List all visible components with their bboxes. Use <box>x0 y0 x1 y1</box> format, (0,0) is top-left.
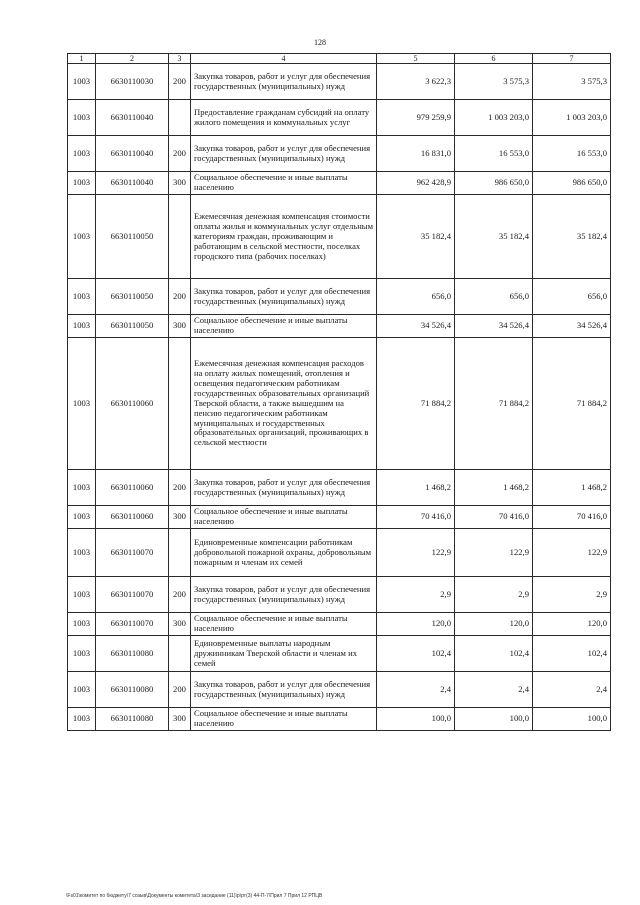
cell-section: 1003 <box>68 315 96 338</box>
cell-target-code: 6630110060 <box>96 338 169 470</box>
cell-description: Закупка товаров, работ и услуг для обеспечения государственных (муниципальных) нужд <box>191 470 377 506</box>
cell-amount-col6: 122,9 <box>455 529 533 577</box>
cell-section: 1003 <box>68 708 96 731</box>
cell-description: Социальное обеспечение и иные выплаты населению <box>191 613 377 636</box>
cell-amount-col7: 122,9 <box>533 529 611 577</box>
column-header-3: 3 <box>169 54 191 64</box>
cell-description: Закупка товаров, работ и услуг для обеспечения государственных (муниципальных) нужд <box>191 136 377 172</box>
cell-section: 1003 <box>68 636 96 672</box>
cell-description: Закупка товаров, работ и услуг для обеспечения государственных (муниципальных) нужд <box>191 672 377 708</box>
cell-amount-col5: 2,9 <box>377 577 455 613</box>
cell-description: Единовременные выплаты народным дружинникам Тверской области и членам их семей <box>191 636 377 672</box>
cell-amount-col5: 35 182,4 <box>377 195 455 279</box>
cell-target-code: 6630110040 <box>96 136 169 172</box>
column-header-4: 4 <box>191 54 377 64</box>
cell-amount-col6: 3 575,3 <box>455 64 533 100</box>
cell-amount-col6: 34 526,4 <box>455 315 533 338</box>
cell-target-code: 6630110030 <box>96 64 169 100</box>
cell-description: Закупка товаров, работ и услуг для обеспечения государственных (муниципальных) нужд <box>191 577 377 613</box>
table-row <box>68 100 611 136</box>
cell-amount-col6: 2,4 <box>455 672 533 708</box>
cell-expense-type: 200 <box>169 672 191 708</box>
table-row <box>68 613 611 636</box>
cell-expense-type: 300 <box>169 613 191 636</box>
cell-section: 1003 <box>68 470 96 506</box>
cell-target-code: 6630110080 <box>96 708 169 731</box>
cell-amount-col7: 71 884,2 <box>533 338 611 470</box>
cell-expense-type <box>169 100 191 136</box>
cell-expense-type: 300 <box>169 315 191 338</box>
cell-target-code: 6630110050 <box>96 195 169 279</box>
cell-amount-col5: 102,4 <box>377 636 455 672</box>
cell-amount-col7: 100,0 <box>533 708 611 731</box>
cell-amount-col5: 656,0 <box>377 279 455 315</box>
table-row <box>68 338 611 470</box>
cell-amount-col6: 100,0 <box>455 708 533 731</box>
cell-amount-col6: 1 468,2 <box>455 470 533 506</box>
cell-amount-col6: 35 182,4 <box>455 195 533 279</box>
cell-section: 1003 <box>68 136 96 172</box>
cell-description: Ежемесячная денежная компенсация расходов на оплату жилых помещений, отопления и освещения педагогическим работникам государственных образовательных организаций Тверской области, а также вышедшим на пенсию педагогическим работникам муниципальных и государственных образовательных организаций, проживающих в сельской местности <box>191 338 377 470</box>
cell-amount-col7: 656,0 <box>533 279 611 315</box>
cell-section: 1003 <box>68 64 96 100</box>
table-row <box>68 708 611 731</box>
table-row <box>68 529 611 577</box>
cell-expense-type <box>169 338 191 470</box>
cell-amount-col5: 2,4 <box>377 672 455 708</box>
cell-amount-col5: 1 468,2 <box>377 470 455 506</box>
cell-expense-type <box>169 636 191 672</box>
cell-amount-col5: 71 884,2 <box>377 338 455 470</box>
column-header-1: 1 <box>68 54 96 64</box>
cell-target-code: 6630110050 <box>96 279 169 315</box>
cell-section: 1003 <box>68 172 96 195</box>
cell-amount-col5: 3 622,3 <box>377 64 455 100</box>
table-row <box>68 470 611 506</box>
cell-amount-col6: 16 553,0 <box>455 136 533 172</box>
cell-amount-col5: 962 428,9 <box>377 172 455 195</box>
cell-section: 1003 <box>68 577 96 613</box>
cell-amount-col6: 2,9 <box>455 577 533 613</box>
budget-table <box>67 53 611 731</box>
cell-target-code: 6630110060 <box>96 470 169 506</box>
cell-target-code: 6630110070 <box>96 529 169 577</box>
table-row <box>68 64 611 100</box>
table-row <box>68 195 611 279</box>
cell-expense-type: 200 <box>169 136 191 172</box>
cell-target-code: 6630110080 <box>96 636 169 672</box>
cell-amount-col6: 70 416,0 <box>455 506 533 529</box>
cell-section: 1003 <box>68 613 96 636</box>
cell-section: 1003 <box>68 100 96 136</box>
cell-description: Единовременные компенсации работникам добровольной пожарной охраны, добровольным пожарным и членам их семей <box>191 529 377 577</box>
table-row <box>68 506 611 529</box>
cell-target-code: 6630110080 <box>96 672 169 708</box>
cell-section: 1003 <box>68 338 96 470</box>
column-header-6: 6 <box>455 54 533 64</box>
header-row <box>68 54 611 64</box>
cell-amount-col7: 120,0 <box>533 613 611 636</box>
cell-expense-type: 200 <box>169 64 191 100</box>
cell-section: 1003 <box>68 506 96 529</box>
column-header-5: 5 <box>377 54 455 64</box>
cell-amount-col7: 35 182,4 <box>533 195 611 279</box>
cell-target-code: 6630110070 <box>96 613 169 636</box>
cell-amount-col6: 102,4 <box>455 636 533 672</box>
column-header-2: 2 <box>96 54 169 64</box>
table-row <box>68 672 611 708</box>
cell-expense-type: 200 <box>169 577 191 613</box>
cell-expense-type <box>169 529 191 577</box>
cell-amount-col7: 2,4 <box>533 672 611 708</box>
cell-amount-col6: 120,0 <box>455 613 533 636</box>
cell-section: 1003 <box>68 529 96 577</box>
page-number: 128 <box>314 38 326 47</box>
cell-description: Предоставление гражданам субсидий на оплату жилого помещения и коммунальных услуг <box>191 100 377 136</box>
cell-amount-col7: 16 553,0 <box>533 136 611 172</box>
cell-amount-col6: 986 650,0 <box>455 172 533 195</box>
cell-description: Закупка товаров, работ и услуг для обеспечения государственных (муниципальных) нужд <box>191 64 377 100</box>
cell-description: Ежемесячная денежная компенсация стоимости оплаты жилья и коммунальных услуг отдельным категориям граждан, проживающим и работающим в сельской местности, поселках городского типа (рабочих поселках) <box>191 195 377 279</box>
table-row <box>68 577 611 613</box>
cell-amount-col7: 986 650,0 <box>533 172 611 195</box>
table-row <box>68 172 611 195</box>
cell-amount-col7: 1 003 203,0 <box>533 100 611 136</box>
cell-amount-col6: 71 884,2 <box>455 338 533 470</box>
cell-description: Закупка товаров, работ и услуг для обеспечения государственных (муниципальных) нужд <box>191 279 377 315</box>
cell-expense-type: 300 <box>169 708 191 731</box>
table-body <box>68 64 611 731</box>
cell-section: 1003 <box>68 672 96 708</box>
cell-section: 1003 <box>68 279 96 315</box>
cell-description: Социальное обеспечение и иные выплаты населению <box>191 708 377 731</box>
cell-amount-col5: 122,9 <box>377 529 455 577</box>
table-row <box>68 315 611 338</box>
cell-amount-col6: 656,0 <box>455 279 533 315</box>
cell-amount-col5: 16 831,0 <box>377 136 455 172</box>
cell-description: Социальное обеспечение и иные выплаты населению <box>191 315 377 338</box>
cell-amount-col7: 3 575,3 <box>533 64 611 100</box>
cell-description: Социальное обеспечение и иные выплаты населению <box>191 172 377 195</box>
cell-expense-type: 300 <box>169 172 191 195</box>
cell-section: 1003 <box>68 195 96 279</box>
table-row <box>68 279 611 315</box>
cell-amount-col7: 2,9 <box>533 577 611 613</box>
footer-file-path: \Fs01\комитет по бюджету\7 созыв\Документы комитета\3 заседание (11)\р\рт(3) 44-П-7\Прил 7 Прил 12 РПЦВ <box>66 893 323 899</box>
cell-amount-col5: 70 416,0 <box>377 506 455 529</box>
cell-target-code: 6630110050 <box>96 315 169 338</box>
table-row <box>68 136 611 172</box>
table-row <box>68 636 611 672</box>
cell-amount-col7: 102,4 <box>533 636 611 672</box>
cell-target-code: 6630110040 <box>96 100 169 136</box>
cell-amount-col5: 120,0 <box>377 613 455 636</box>
cell-amount-col7: 70 416,0 <box>533 506 611 529</box>
cell-description: Социальное обеспечение и иные выплаты населению <box>191 506 377 529</box>
cell-target-code: 6630110070 <box>96 577 169 613</box>
table-header <box>68 54 611 64</box>
cell-target-code: 6630110060 <box>96 506 169 529</box>
cell-target-code: 6630110040 <box>96 172 169 195</box>
column-header-7: 7 <box>533 54 611 64</box>
cell-amount-col7: 34 526,4 <box>533 315 611 338</box>
cell-expense-type: 300 <box>169 506 191 529</box>
cell-amount-col5: 100,0 <box>377 708 455 731</box>
cell-expense-type <box>169 195 191 279</box>
cell-expense-type: 200 <box>169 470 191 506</box>
cell-amount-col5: 34 526,4 <box>377 315 455 338</box>
cell-expense-type: 200 <box>169 279 191 315</box>
cell-amount-col6: 1 003 203,0 <box>455 100 533 136</box>
cell-amount-col5: 979 259,9 <box>377 100 455 136</box>
cell-amount-col7: 1 468,2 <box>533 470 611 506</box>
